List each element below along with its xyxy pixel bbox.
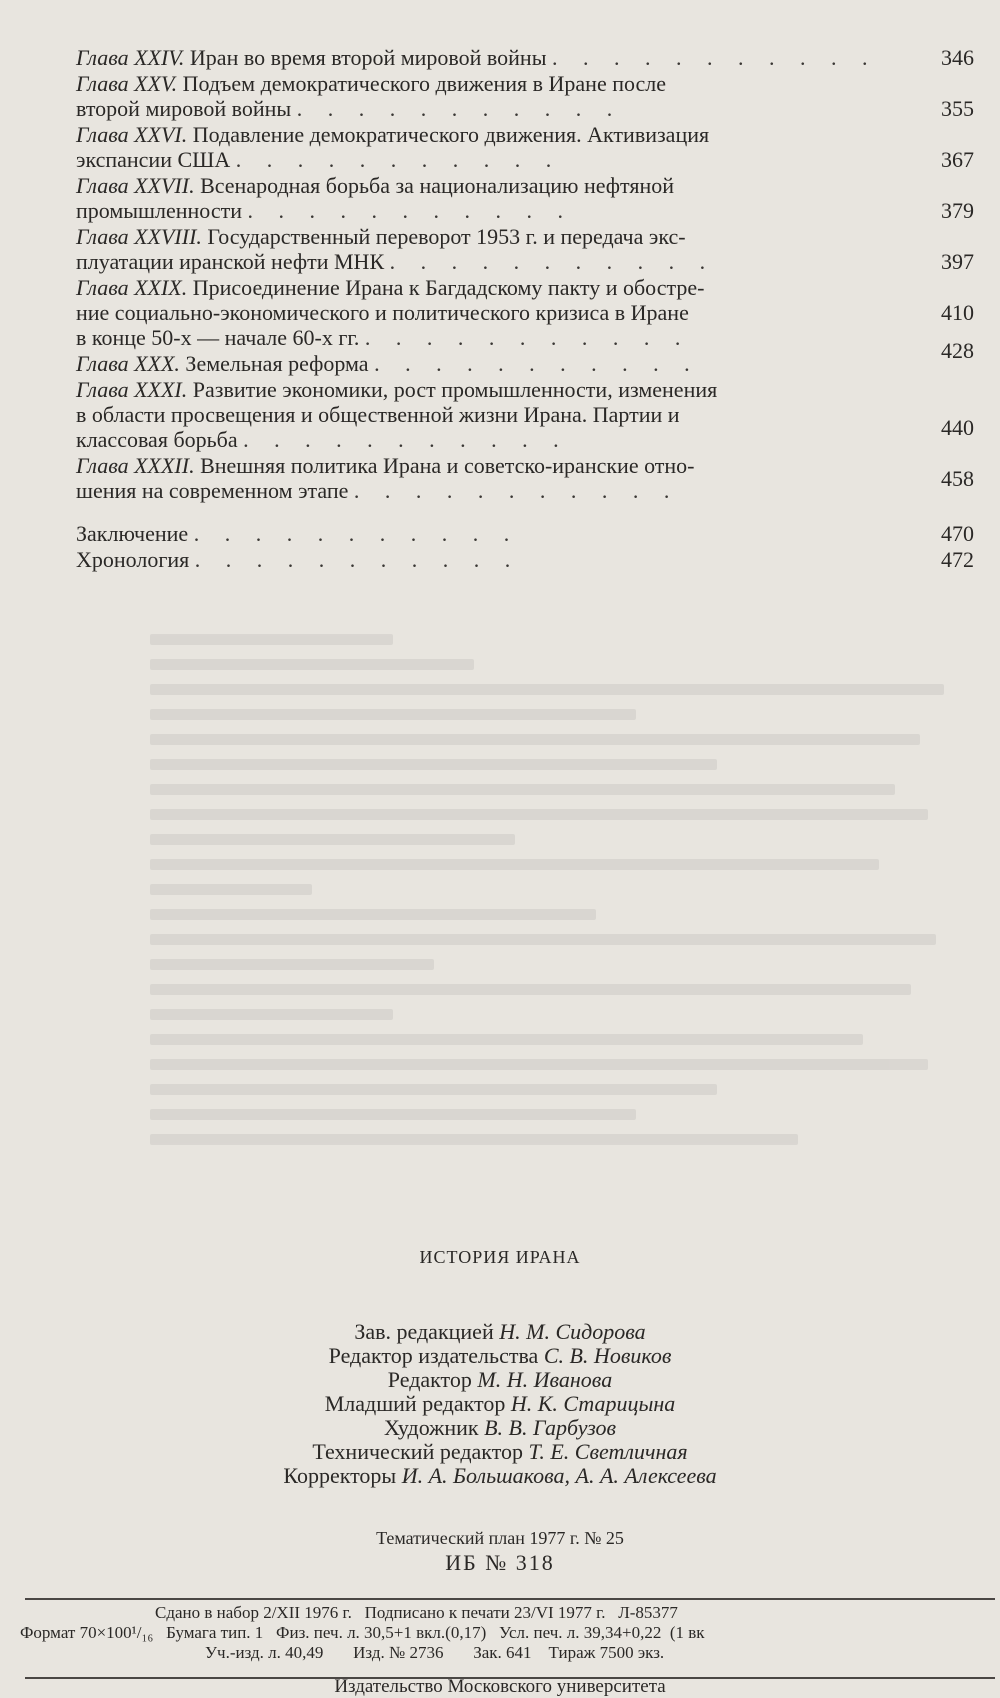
credit-line xyxy=(0,1464,1000,1488)
page-number: 379 xyxy=(941,198,974,223)
toc-entry xyxy=(76,377,976,452)
chapter-title-cont: второй мировой войны xyxy=(76,96,292,121)
chapter-title: Присоединение Ирана к Багдадскому пакту и обостре- xyxy=(192,275,705,300)
chapter-title: Иран во время второй мировой войны xyxy=(189,45,547,70)
page-number: 428 xyxy=(941,338,974,363)
credit-line xyxy=(0,1320,1000,1344)
credit-name: В. В. Гарбузов xyxy=(484,1415,617,1440)
chapter-number: Глава XXXII. xyxy=(76,453,195,478)
thematic-plan: Тематический план 1977 г. № 25 xyxy=(376,1528,624,1548)
dot-leader: . . . . . . . . . . . xyxy=(193,521,520,546)
credit-role: Художник xyxy=(383,1415,479,1440)
credit-name: Т. Е. Светличная xyxy=(528,1439,688,1464)
dot-leader: . . . . . . . . . . . xyxy=(243,427,569,452)
credit-role: Младший редактор xyxy=(324,1391,506,1416)
table-of-contents xyxy=(76,45,976,572)
credit-line xyxy=(0,1416,1000,1440)
chapter-number: Глава XXVII. xyxy=(76,173,195,198)
credits-block xyxy=(0,1320,1000,1488)
credit-role: Редактор издательства xyxy=(328,1343,539,1368)
dot-leader: . . . . . . . . . . . xyxy=(353,478,680,503)
dot-leader: . . . . . . . . . . . xyxy=(235,147,562,172)
chapter-title-cont: ние социально-экономического и политического кризиса в Иране xyxy=(76,300,689,325)
ib-number: ИБ № 318 xyxy=(445,1550,555,1575)
chapter-title: Внешняя политика Ирана и советско-иранские отно- xyxy=(200,453,695,478)
page-number: 397 xyxy=(941,249,974,274)
dot-leader: . . . . . . . . . . . xyxy=(389,249,716,274)
chapter-title-cont: в области просвещения и общественной жизни Ирана. Партии и xyxy=(76,402,680,427)
chapter-title-cont: классовая борьба xyxy=(76,427,238,452)
dot-leader: . . . . . . . . . . . xyxy=(247,198,573,223)
chapter-title: Всенародная борьба за национализацию нефтяной xyxy=(200,173,675,198)
page-number: 470 xyxy=(941,521,974,546)
print-details-line: Сдано в набор 2/XII 1976 г. Подписано к печати 23/VI 1977 г. Л-85377 xyxy=(155,1603,678,1622)
page-number: 458 xyxy=(941,466,974,491)
dot-leader: . . . . . . . . . . . xyxy=(296,96,623,121)
toc-entry xyxy=(76,275,976,350)
credit-line xyxy=(0,1344,1000,1368)
credit-line xyxy=(0,1440,1000,1464)
page-number: 355 xyxy=(941,96,974,121)
page-number: 410 xyxy=(941,300,974,325)
toc-entry xyxy=(76,173,976,223)
toc-entry xyxy=(76,224,976,274)
toc-entry xyxy=(76,453,976,503)
chapter-title-cont: промышленности xyxy=(76,198,242,223)
chapter-number: Глава XXX. xyxy=(76,351,180,376)
toc-entry xyxy=(76,45,976,70)
chapter-number: Глава XXIX. xyxy=(76,275,188,300)
credit-role: Зав. редакцией xyxy=(354,1319,494,1344)
credit-line xyxy=(0,1392,1000,1416)
chapter-title: Государственный переворот 1953 г. и передача экс- xyxy=(207,224,686,249)
chapter-title: Подавление демократического движения. Активизация xyxy=(192,122,710,147)
toc-entry-conclusion xyxy=(76,521,976,546)
section-title: Заключение xyxy=(76,521,189,546)
credit-role: Редактор xyxy=(387,1367,472,1392)
dot-leader: . . . . . . . . . . . xyxy=(194,547,521,572)
credit-role: Корректоры xyxy=(283,1463,397,1488)
chapter-title-cont: экспансии США xyxy=(76,147,231,172)
dot-leader: . . . . . . . . . . . xyxy=(364,325,691,350)
chapter-title-cont: плуатации иранской нефти МНК xyxy=(76,249,385,274)
bleed-through-text xyxy=(150,620,960,1320)
book-title: ИСТОРИЯ ИРАНА xyxy=(419,1247,581,1267)
chapter-title-cont: шения на современном этапе xyxy=(76,478,349,503)
credit-name: Н. К. Старицына xyxy=(510,1391,676,1416)
chapter-title-cont: в конце 50-х — начале 60-х гг. xyxy=(76,325,360,350)
credit-name: Н. М. Сидорова xyxy=(499,1319,646,1344)
chapter-number: Глава XXVI. xyxy=(76,122,188,147)
chapter-title: Земельная реформа xyxy=(185,351,369,376)
divider xyxy=(25,1598,995,1600)
toc-entry xyxy=(76,122,976,172)
toc-entry xyxy=(76,338,976,376)
toc-entry-chronology xyxy=(76,547,976,572)
publisher: Издательство Московского университета xyxy=(334,1676,666,1697)
chapter-number: Глава XXVIII. xyxy=(76,224,202,249)
credit-name: И. А. Большакова, А. А. Алексеева xyxy=(401,1463,717,1488)
print-details-line: Формат 70×100¹/₁₆ Бумага тип. 1 Физ. печ. л. 30,5+1 вкл.(0,17) Усл. печ. л. 39,34+0,22 (1 вк xyxy=(20,1623,705,1642)
dot-leader: . . . . . . . . . . . xyxy=(374,351,700,376)
credit-name: М. Н. Иванова xyxy=(477,1367,613,1392)
print-details-line: Уч.-изд. л. 40,49 Изд. № 2736 Зак. 641 Тираж 7500 экз. xyxy=(205,1643,665,1662)
chapter-number: Глава XXXI. xyxy=(76,377,188,402)
page-number: 367 xyxy=(941,147,974,172)
page-number: 472 xyxy=(941,547,974,572)
credit-role: Технический редактор xyxy=(312,1439,524,1464)
credit-name: С. В. Новиков xyxy=(543,1343,672,1368)
chapter-title: Развитие экономики, рост промышленности, изменения xyxy=(192,377,718,402)
chapter-number: Глава XXIV. xyxy=(76,45,185,70)
chapter-number: Глава XXV. xyxy=(76,71,178,96)
toc-entry xyxy=(76,71,976,121)
credit-line xyxy=(0,1368,1000,1392)
page-number: 346 xyxy=(941,45,974,70)
dot-leader: . . . . . . . . . . . xyxy=(552,45,878,70)
section-title: Хронология xyxy=(76,547,190,572)
page-number: 440 xyxy=(941,415,974,440)
chapter-title: Подъем демократического движения в Иране после xyxy=(182,71,667,96)
